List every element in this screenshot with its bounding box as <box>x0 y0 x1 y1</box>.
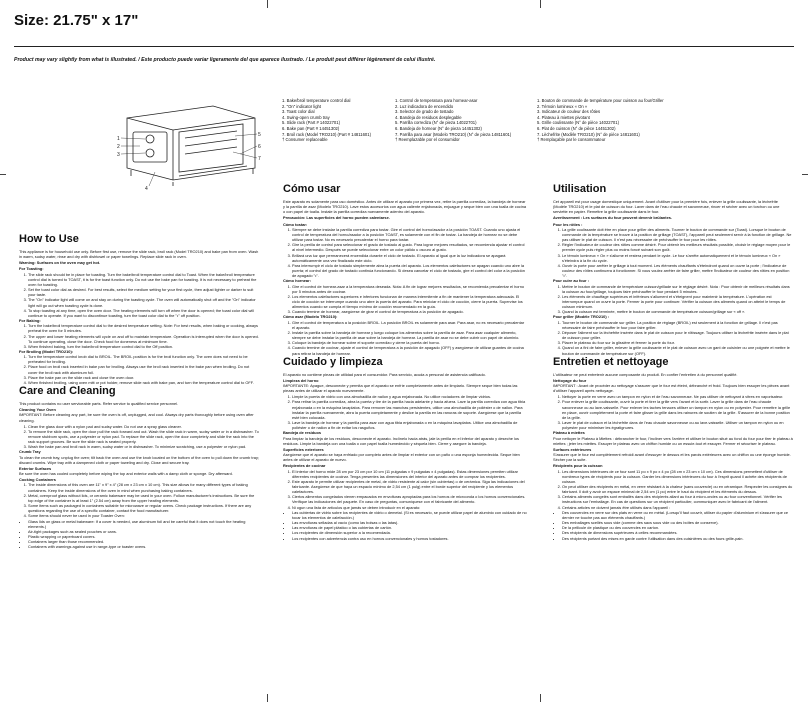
toasting-item: 4. Para interrumpir el ciclo de tostado simplemente abra la puerta del aparato. Los elementos calefactores se apagan cuando uno abre la puerta; el control del grado de tostado continúa funcionando. Si desea cancelar el ciclo de tostado, gire el control del color a la posición de apagado "•". <box>292 263 528 278</box>
toasting-item: 2. Set the toast color dial as desired. For best results, select the medium setting for your first cycle, then adjust lighter or darker to suit your taste. <box>28 287 259 297</box>
broiling-item: 4. Quand on a fini de faire griller, enlever la grille coulissante et le plat de cuisson avec un gant de cuisinier ou une poignée et mettre le bouton de commande de température sur (OFF). <box>562 345 793 355</box>
cleaning-heading: Cleaning Your Oven <box>19 407 56 413</box>
containers-item: 3. Ciertos alimentos congelados vienen empacados en envolturas apropiadas para los hornos de microonda o los hornos convencionales. Verifique las indicaciones del paquete. En caso de preguntas, comuníquese con el fabricante del alimento. <box>292 494 528 504</box>
containers-item: 1. Les dimensions intérieures de ce four sont 11 po x 9 po x 4 po (28 cm x 23 cm x 10 cm). Ces dimensions permettent d'utiliser de nombreux types de récipients pour la cuisson. Garder les dimensions intérieures du four à l'esprit quand il achète des récipients de cuisson. <box>562 469 793 484</box>
toasting-heading: Pour les rôties : <box>553 221 583 227</box>
disclaimer: Product may vary slightly from what is illustrated. / Este producto puede variar ligeramente del que aparece ilustrado. / Le produit peut différer légèrement de celui illustré. <box>14 57 436 63</box>
baking-item: 2. Les éléments de chauffage supérieurs et inférieurs s'allument et s'éteignent pour maintenir la température. L'opération est interrompue quand on ouvre la porte. Fermer la porte pour continuer. Vérifier la cuisson des aliments quand on atteint le temps de cuisson minimum. <box>562 294 793 309</box>
intro-text: This appliance is for household use only. Before first use, remove the slide rack, broil rack (Model TRO210) and bake pan from oven. Wash in warm, sudsy water, rinse and dry with dishtowel or paper towelings. Replace slide rack in oven. <box>19 249 259 260</box>
svg-text:3: 3 <box>117 152 120 158</box>
crop-mark <box>0 174 6 175</box>
never-use-item: • Las cubiertas de vidrio sobre los recipientes de vidrio o demetal. (Si es necesario, se puede utilizar papel de aluminio con cuidado de no tocar los elementos de calefacción.) <box>292 510 528 520</box>
containers-item: 2. On peut utiliser des récipients en métal, en verre résistant à la chaleur (sans couvercle) ou en céramique. Respecter les consignes du fabricant. Il doit y avoir un espace minimal de 2,54 cm (1 po) entre le haut du récipient et les éléments du dessus. <box>562 484 793 494</box>
parts-item: 1. Bake/broil temperature control dial <box>282 98 351 103</box>
broiling-item: 3. Coloque la bandeja de hornear sobre el soporte corredizo y cierre la puerta del horno. <box>292 340 528 345</box>
never-use-list <box>283 510 528 541</box>
never-use-item: • Los recipientes de dimensión superior a la recomendada. <box>292 530 528 535</box>
cleaning-heading: Limpieza del horno <box>283 377 319 383</box>
broiling-item: 3. Placer le plateau du four sur la glissière et fermer la porte du four. <box>562 340 793 345</box>
toasting-item: 1. Siempre se debe instalar la parrilla corrediza para tostar. Gire el control del horno/asador a la posición TOAST. Cuando uno ajusta el control de temperatura del horno/asador a la posición TOAST, es solamente con el fin de tostar. La bandeja de hornear no se debe utilizar para tostar. No es necesario precalentar el horno para tostar. <box>292 227 528 242</box>
svg-text:1: 1 <box>117 136 120 142</box>
baking-item: 3. When finished baking, turn the bake/broil temperature control dial to the Off position. <box>28 344 259 349</box>
cleaning-item: 3. Wash the bake pan and broil rack in warm, sudsy water or in dishwasher. To minimize scratching, use a polyester or nylon pad. <box>28 444 259 449</box>
containers-item: 1. El interior del horno mide 28 cm por 23 cm por 10 cm (11 pulgadas x 9 pulgadas x 4 pulgadas). Estas dimensiones permiten utilizar diferentes recipientes de cocinar. Tenga presentes las dimensiones del interior del aparato antes de comprar los recipientes. <box>292 469 528 479</box>
never-use-item: • De la pellicule de plastique ou des couvercles en carton. <box>562 525 793 530</box>
care-intro: L'utilisateur ne peut entretenir aucune composante du produit. En confier l'entretien à du personnel qualifié. <box>553 371 738 377</box>
intro-text: Cet appareil est pour usage domestique uniquement. Avant d'utiliser pour la première fois, enlever la grille coulissante, la lèchefrite (Modèle TRO210) et le plat de cuisson du four. Laver dans de l'eau chaude et savonneuse, rincer et sécher avec un torchon ou une serviette en papier. Remettre la grille coulissante dans le four. <box>553 199 780 215</box>
never-use-list <box>19 519 259 550</box>
toasting-heading: For Toasting: <box>19 266 44 272</box>
baking-heading: Pour cuire au four : <box>553 278 589 284</box>
toasting-item: 2. Gire la perilla de control para seleccionar el grado de tostado al gusto. Para lograr mejores resultados, se recomienda ajustar el control al nivel intermedio. Después se puede seleccionar entre un color pálido u oscuro al gusto. <box>292 242 528 252</box>
crop-mark <box>802 174 808 175</box>
intro-text: Este aparato es solamente para uso doméstico. Antes de utilizar el aparato por primera vez, retire la parrilla corrediza, la bandeja de hornear y la parrilla de asar (Modelo TRO210). Lave estos accesorios con agua caliente enjabonada, enjuague y seque bien con una toalla de cocina o con papel de toalla. Instale la parrilla corrediza nuevamente adentro del aparato. <box>283 199 527 215</box>
cleaning-important: IMPORTANTE: Apague, desconecte y permita que el aparato se enfríe completamente antes de limpiarlo. Siempre seque bien todas las piezas antes de utilizar el aparato nuevamente. <box>283 383 518 394</box>
parts-item: 2. "On" indicator light <box>282 103 322 109</box>
warning-text: Avertissement : Les surfaces du four peuvent devenir brûlantes. <box>553 215 672 221</box>
warning-text: Precaución: Las superficies del horno pueden calentarse. <box>283 215 390 221</box>
parts-item: 4. Plateau à miettes pivotant <box>537 114 590 120</box>
svg-text:4: 4 <box>145 186 148 192</box>
baking-item: 2. Los elementos calefactores superiores e inferiores funcionan de manera intermitente a fin de mantener la temperatura adecuada. El ciclo de cocción se interrumpe cuando uno abre la puerta del aparato. Para reiniciar el ciclo de cocción, cierre la puerta. Supervise los alimentos cuando se cumpla el tiempo mínimo de cocción recomendado en la guía. <box>292 294 528 309</box>
never-use-item: • Glass lids on glass or metal bakeware: If a cover is needed, use aluminum foil and be careful that it does not touch the heating elements.) <box>28 519 259 529</box>
never-use-list <box>553 510 793 541</box>
parts-item: 4. Bandeja de residuos desplegable <box>395 114 462 120</box>
baking-item: 3. Quand la cuisson est terminée, mettre le bouton de commande de température cuisson/grillage sur « off ». <box>562 309 793 314</box>
parts-item: † Reemplazable por el consumidor <box>395 137 460 143</box>
baking-item: 3. Cuando termine de hornear, asegúrese de girar el control de temperatura a la posición de apagado. <box>292 309 528 314</box>
containers-heading: Récipients pour la cuisson <box>553 463 603 469</box>
care-intro: This product contains no user serviceable parts. Refer service to qualified service personnel. <box>19 401 179 407</box>
parts-list-fr <box>537 98 664 143</box>
broiling-list <box>553 320 793 356</box>
never-use-item: • Las envolturas selladas al vacío (como las bolsas o las latas). <box>292 520 528 525</box>
crumb-text: Pour nettoyer le Plateau à Miettes : débrancher le four, l'incliner vers l'arrière et utiliser le bouton situé au fond du four pour tirer le plateau à miettes ; jeter les miettes. Essuyer le plateau avec un chiffon humide ou un essuie-tout et essuyer. Fermer et sécuriser le plateau. <box>553 435 793 446</box>
svg-text:5: 5 <box>258 132 261 138</box>
broiling-item: 2. Instale la parrilla sobre la bandeja de hornear y luego coloque los alimentos sobre la parrilla de asar. Para asar cualquier alimento, siempre se debe instalar la parrilla de asar sobre la bandeja de hornear. La parrilla de asar no se debe cubrir con papel de aluminio. <box>292 330 528 340</box>
never-use-item: • Las envolturas de papel plástico o las cubiertas de cartón. <box>292 525 528 530</box>
broiling-item: 4. Cuando termine de cocinar, ajuste el control de temperatura a la posición de apagado (OFF) y asegúrese de utilizar guantes de cocina para retirar la bandeja de hornear. <box>292 345 528 355</box>
broiling-item: 1. Gire el control de temperatura a la posición BROIL. La posición BROIL es solamente para asar. Para asar, no es necesario precalentar el aparato. <box>292 320 528 330</box>
parts-item: 4. Swing-open crumb tray <box>282 114 330 120</box>
broiling-item: 1. Tourner le bouton de commande sur griller. La position de réglage (BROIL) est seulement à la fonction de grillage. Il n'est pas nécessaire de faire préchauffer le four pour faire griller. <box>562 320 793 330</box>
toaster-oven-illustration <box>115 96 265 194</box>
exterior-text: Be sure the oven has cooled completely before wiping the top and exterior walls with a damp cloth or sponge. Dry afterward. <box>19 471 233 477</box>
never-use-item: • Des récipients portant des mises en garde contre l'utilisation dans des cuisinières ou des fours grille-pain. <box>562 536 793 541</box>
svg-text:7: 7 <box>258 156 261 162</box>
containers-heading: Cooking Containers <box>19 477 56 483</box>
parts-item: 2. Luz indicadora de encendido <box>395 103 454 109</box>
containers-item: 2. Metal, ovenproof glass without lids, or ceramic bakeware may be used in your oven. Follow manufacturer's instructions. Be sure the top edge of the container is at least 1" (2.54 cm) away from the upper heating elements. <box>28 493 259 503</box>
toasting-item: 4. To stop toasting at any time, open the oven door. The heating elements will turn off when the door is opened; the toast color dial will continue to operate. If you want to discontinue toasting, turn the toast color dial to the "•" off position. <box>28 308 259 318</box>
baking-list <box>19 323 259 349</box>
cleaning-item: 1. Clean the glass door with a nylon pad and sudsy water. Do not use a spray glass cleaner. <box>28 424 259 429</box>
cleaning-item: 2. To remove the slide rack, open the door pull the rack forward and out. Wash the slide rack in warm, sudsy water or in a dishwasher. To remove stubborn spots, use a polyester or nylon pad. To replace the slide rack, open the door completely and slide the rack into the rack support grooves. Be sure the slide rack is seated properly. <box>28 429 259 444</box>
parts-item: 7. Lèchefrite (Modèle TRO210) (N° de pièce 14811601) <box>537 131 640 137</box>
toasting-item: 3. Le témoin lumineux « On » s'allume et restera pendant le cycle. Le four s'arrête automatiquement et le témoin lumineux « On » s'éteindra à la fin du cycle. <box>562 253 793 263</box>
toasting-item: 2. Régler l'indicateur de couleur des rôties comme désiré. Pour obtenir les meilleurs résultats possible, choisir le réglage moyen pour le premier cycle puis régler plus ou moins foncé suivant son goût. <box>562 242 793 252</box>
parts-item: 2. Témoin lumineux « On » <box>537 103 588 109</box>
broiling-heading: For Broiling (Model TRO210): <box>19 348 74 354</box>
baking-heading: For Baking: <box>19 318 41 324</box>
containers-item: 1. The inside dimensions of this oven are 11" x 9" x 4" (28 cm x 23 cm x 10 cm). This size allows for many different types of baking containers. Keep the inside dimensions of the oven in mind when purchasing baking containers. <box>28 482 259 492</box>
toasting-list <box>553 227 793 279</box>
parts-item: 7. Parrilla para asar (Modelo TRO210) (N° de pieza 14811601) <box>395 131 512 137</box>
section-title: Utilisation <box>553 183 607 195</box>
warning-text: Warning: Surfaces on the oven may get hot. <box>19 260 101 266</box>
parts-list-es <box>395 98 511 143</box>
parts-item: 1. Bouton de commande de température pour cuisson au four/Griller <box>537 98 664 103</box>
never-use-item: • Plastic wrapping or paperboard covers. <box>28 534 259 539</box>
never-use-item: • Des emballages scellés sous vide (comme des sacs sous vide ou des boîtes de conserve). <box>562 520 793 525</box>
parts-item: 3. Indicateur de couleur des rôties <box>537 109 601 115</box>
never-use-item: • Des couvercles en verre sur des plats en verre ou en métal. (Lorsqu'il faut couvrir, utiliser du papier d'aluminium et s'assurer que ce dernier ne touche pas aux éléments chauffants.) <box>562 510 793 520</box>
parts-item: 5. Grille coulissante (N° de pièce 14022701) <box>537 120 619 126</box>
toasting-item: 1. La grille coulissante doit être en place pour griller des aliments. Tourner le bouton de commande sur (Toast). Lorsque le bouton de commande de la température se trouve à la position de grillage (TOAST), l'appareil peut seulement servir à la fonction de grillage. Ne pas utiliser le plat de cuisson. Il n'est pas nécessaire de préchauffer le four pour les rôties. <box>562 227 793 242</box>
exterior-heading: Exterior Surfaces <box>19 465 52 471</box>
svg-text:2: 2 <box>117 144 120 150</box>
care-title: Care and Cleaning <box>19 385 116 398</box>
never-use-item: • Containers larger than those recommended. <box>28 539 259 544</box>
cleaning-list <box>553 394 793 430</box>
containers-list <box>283 469 528 510</box>
cleaning-item: 3. Laver le plat de cuisson et la lèchefrite dans de l'eau chaude savonneuse ou au lave-vaisselle. Utiliser un tampon en nylon ou en polyester pour minimiser les égratignures. <box>562 420 793 430</box>
containers-item: 3. Some items such as packaged in containers suitable for microwave or regular ovens. Check package instructions. If there are any questions regarding the use of a specific container, contact the food manufacturer. <box>28 503 259 513</box>
exterior-heading: Superficies exteriores <box>283 446 324 452</box>
toasting-item: 3. Brillará una luz que permanecerá encendida durante el ciclo de tostado. El aparato al igual que la luz indicadora se apagará automáticamente una vez finalizado este ciclo. <box>292 253 528 263</box>
parts-item: 6. Plat de cuisson (N° de pièce 14451302) <box>537 125 616 131</box>
cleaning-item: 3. Lave la bandeja de hornear y la parrilla para asar con agua tibia enjabonada o en la máquina lavaplatos. Utilice una almohadilla de poliéster o de nailon a fin de evitar los rasguños. <box>292 420 528 430</box>
crumb-heading: Bandeja de residuos <box>283 430 322 436</box>
cleaning-item: 2. Para retirar la parrilla corrediza, abra la puerta y tire de la parrilla hacia adelante y hacia afuera. Lave la parrilla corrediza con agua tibia enjabonada o en la máquina lavaplatos. Para remover las manchas persistentes, utilice una almohadilla de poliéster o de nailon. Para instalar la parrilla nuevamente, abra la puerta completamente y deslice la parrilla en las ranuras de soporte. Asegúrese que la parrilla esté bien colocada. <box>292 399 528 420</box>
parts-list-en <box>282 98 371 143</box>
parts-item: 1. Control de temperatura para hornear-asar <box>395 98 478 103</box>
care-intro: El aparato no contiene piezas de utilidad para el consumidor. Para servicio, acuda a personal de asistencia calificado. <box>283 371 486 377</box>
parts-item: 7. Broil rack (Model TRO210) (Part # 14811601) <box>282 131 371 137</box>
svg-text:6: 6 <box>258 144 261 150</box>
parts-item: 5. Slide rack (Part # 14022701) <box>282 120 340 126</box>
containers-item: 4. Some items should never be used in your Toaster Oven: <box>28 513 259 518</box>
crop-mark <box>267 0 268 8</box>
toasting-list <box>283 227 528 279</box>
parts-item: 3. Toast color dial <box>282 109 315 115</box>
containers-item: 3. Certains aliments congelés sont emballés dans des récipients allant au four à micro-ondes ou au four conventionnel. Vérifier les instructions sur l'emballage. En cas de questions sur un récipient particulier, communiquer avec le fabricant de l'aliment. <box>562 494 793 504</box>
baking-item: 1. Gire el control de hornear-asar a la temperatura deseada. Nota: A fin de lograr mejores resultados, se recomienda precalentar el horno por 5 minutos antes de cocinar. <box>292 284 528 294</box>
broiling-item: 1. Turn the temperature control knob dial to BROIL. The BROIL position is for the broil function only. The oven does not need to be preheated for broiling. <box>28 354 259 364</box>
parts-item: 6. Bandeja de hornear (N° de pieza 14451302) <box>395 125 482 131</box>
containers-list <box>553 469 793 510</box>
broiling-heading: Pour griller (Modèle TRO210) : <box>553 314 609 320</box>
exterior-text: S'assurer que le four est complètement refroidi avant d'essuyer le dessus et les parois extérieures avec un chiffon ou une éponge humide. Sécher par la suite. <box>553 452 791 463</box>
cleaning-heading: Nettoyage du four <box>553 377 587 383</box>
containers-item: 4. Ni ogun una lista de artículos que jamás se deben introducir en el aparato: <box>292 505 528 510</box>
containers-list <box>19 482 259 518</box>
column-spanish <box>283 183 528 695</box>
containers-heading: Recipientes de cocinar <box>283 463 326 469</box>
cleaning-important: IMPORTANT : Avant de procéder au nettoyage s'assurer que le four est éteint, débranché et froid. Toujours bien essuyer les pièces avant d'utiliser l'appareil après nettoyage. <box>553 383 790 394</box>
toasting-item: 1. The slide rack should be in place for toasting. Turn the bake/broil temperature control dial to Toast. When the bake/broil temperature control dial is turned to TOAST, it is for the toast function only. Do not use the bake pan for toasting. It is not necessary to preheat the oven for toasting. <box>28 272 259 287</box>
care-title: Cuidado y limpieza <box>283 355 383 368</box>
broiling-item: 3. Place the bake pan on the slide rack and close the oven door. <box>28 375 259 380</box>
size-title: Size: 21.75" x 17" <box>14 12 139 29</box>
baking-heading: Cómo hornear: <box>283 278 311 284</box>
baking-list <box>553 284 793 315</box>
cleaning-important: IMPORTANT: Before cleaning any part, be sure the oven is off, unplugged, and cool. Always dry parts thoroughly before using oven after cleaning. <box>19 412 254 423</box>
baking-item: 1. Turn the bake/broil temperature control dial to the desired temperature setting. Note: For best results, when baking or cooking, always preheat the oven for 5 minutes. <box>28 323 259 333</box>
exterior-text: Asegúrese que el aparato se haya enfriado por completo antes de limpiar el exterior con un paño o una esponja humedecida. Seque bien antes de utilizar el aparato de nuevo. <box>283 452 520 463</box>
toasting-list <box>19 272 259 318</box>
parts-item: 3. Selector de grado de tostado <box>395 109 454 115</box>
containers-item: 4. Certains articles ne doivent jamais être utilisés dans l'appareil : <box>562 505 793 510</box>
parts-item: 5. Parrilla corrediza (N° de pieza 14022701) <box>395 120 477 126</box>
baking-item: 2. The upper and lower heating elements will cycle on and off to maintain temperature. Operation is interrupted when the door is opened. To continue operating, close the door. Check food for doneness at minimum time. <box>28 334 259 344</box>
never-use-item: • Los recipientes con advertencia contra uso en hornos convencionales y hornos tostadores. <box>292 536 528 541</box>
crop-mark <box>267 694 268 702</box>
crumb-heading: Plateau à miettes <box>553 430 585 436</box>
parts-item: 6. Bake pan (Part # 14451302) <box>282 125 340 131</box>
broiling-item: 4. When finished broiling, using oven mitt or pot holder, remove slide rack with bake pan, and turn the temperature control dial to OFF. <box>28 380 259 385</box>
crumb-heading: Crumb Tray <box>19 449 41 455</box>
baking-list <box>283 284 528 315</box>
crop-mark <box>540 694 541 702</box>
top-rule <box>14 46 794 47</box>
broiling-list <box>283 320 528 356</box>
containers-item: 2. Este aparato le permite utilizar recipientes de metal, de vidrio resistente al calor (sin cubiertas) o de cerámica. Siga las indicaciones del fabricante. Asegúrese de que haya un espacio mínimo de 2,54 cm (1 pulg) entre el borde superior del recipiente y los elementos calefactores. <box>292 479 528 494</box>
toasting-item: 3. The "On" indicator light will come on and stay on during the toasting cycle. The oven will automatically shut off and the "On" indicator light will go out when toasting cycle is done. <box>28 297 259 307</box>
section-title: Cómo usar <box>283 183 341 195</box>
baking-item: 1. Mettre le bouton de commande de température cuisson/grillade sur le réglage désiré. Nota : Pour obtenir de meilleurs résultats dans la cuisson au four/grillage, toujours faire préchauffer le four pendant 5 minutes. <box>562 284 793 294</box>
toasting-heading: Cómo tostar: <box>283 221 308 227</box>
cleaning-list <box>283 394 528 430</box>
cleaning-item: 1. Nettoyer la porte en verre avec un tampon en nylon et de l'eau savonneuse. Ne pas utiliser de nettoyant à vitres en vaporisateur. <box>562 394 793 399</box>
broiling-item: 2. Déposer l'aliment sur la lèchefrite insérée dans le plat de cuisson pour le rôtissage. Toujours utiliser la lèchefrite insérée dans le plat de cuisson pour griller. <box>562 330 793 340</box>
crop-mark <box>540 0 541 8</box>
never-use-item: • Air-tight packages such as sealed pouches or cans. <box>28 529 259 534</box>
care-title: Entretien et nettoyage <box>553 355 669 368</box>
crumb-text: Para limpiar la bandeja de los residuos, desconecte el aparato. Inclínelo hacia atrás, jale la perilla en el inferior del aparato y deseche los residuos. Limpie la bandeja con una toalla o con papel toalla humedecido y séquela bien. Cierre y asegure la bandeja. <box>283 435 519 446</box>
broiling-heading: Cómo asar (Modelo TRO210): <box>283 314 338 320</box>
cleaning-item: 2. Pour enlever la grille coulissante, ouvrir la porte et tirer la grille vers l'avant et la sortir. Laver la grille dans de l'eau chaude savonneuse ou au lave-vaisselle. Pour enlever les taches tenaces utiliser un tampon en nylon ou en polyester. Pour remettre la grille en place, ouvrir complètement la porte et faire glisser la grille dans les rainures de soutien de la grille. S'assurer de la bonne position de la grille. <box>562 399 793 420</box>
crumb-text: To clean the crumb tray, unplug the oven; tilt back the oven and use the knob located on the bottom of the oven to pull down the crumb tray; discard crumbs. Wipe tray with a dampened cloth or paper toweling and dry. Close and secure tray. <box>19 454 259 465</box>
toasting-item: 4. Ouvrir la porte pour arrêter le grillage à tout moment. Les éléments chauffants s'éteindront quand on ouvre la porte ; l'indicateur de couleur des rôties continuera à fonctionner. Si vous voulez arrêter de faire griller, mettre l'indicateur de couleur des rôties en position "•". <box>562 263 793 278</box>
cleaning-item: 1. Limpie la puerta de vidrio con una almohadilla de nailon y agua enjabonada. No utilice rociadores de limpiar vidrios. <box>292 394 528 399</box>
exterior-heading: Surfaces extérieures <box>553 446 592 452</box>
section-title: How to Use <box>19 233 79 245</box>
never-use-item: • Des récipients de dimensions supérieures à celles recommandées. <box>562 530 793 535</box>
broiling-list <box>19 354 259 385</box>
cleaning-list <box>19 424 259 450</box>
broiling-item: 2. Place food on broil rack inserted in bake pan for broiling. Always use the broil rack inserted in the bake pan when broiling. Do not cover the broil rack with aluminum foil. <box>28 364 259 374</box>
parts-item: † Consumer replaceable <box>282 137 328 143</box>
column-french <box>553 183 793 695</box>
column-english <box>19 233 259 695</box>
never-use-item: • Containers with warnings against use in range-type or toaster ovens. <box>28 544 259 549</box>
parts-item: † Remplaçable par le consommateur <box>537 137 606 143</box>
